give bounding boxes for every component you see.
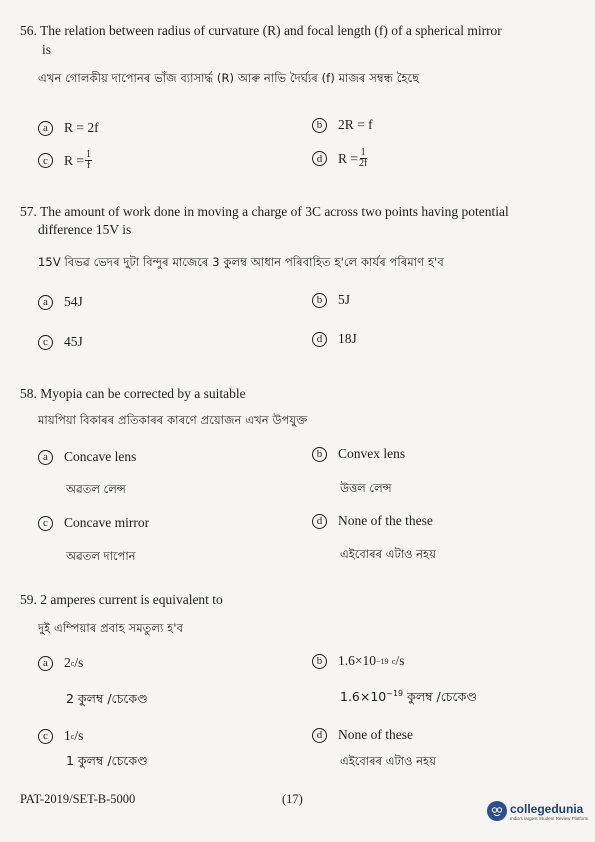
collegedunia-logo [487, 801, 588, 821]
option-b-badge: b [312, 654, 327, 669]
q56-option-a[interactable] [38, 120, 99, 136]
q59-option-a[interactable] [38, 655, 83, 671]
unit-denominator: /s [395, 653, 405, 668]
question-59-text: 59. 2 amperes current is equivalent to [20, 592, 223, 607]
q59-option-a-assamese: 2 কুলম্ব /চেকেণ্ড [66, 691, 148, 706]
option-c-badge: c [38, 729, 53, 744]
q58-option-b[interactable] [312, 446, 405, 462]
question-56-assamese: এখন গোলকীয় দাপোনৰ ভাঁজ ব্যাসাৰ্দ্ধ (R) আৰু নাভি দৈৰ্ঘ্যৰ (f) মাজৰ সম্বন্ধ হৈছে [38, 71, 420, 85]
option-a-badge: a [38, 295, 53, 310]
option-text: 2 [64, 655, 71, 670]
sub-suffix: কুলম্ব /চেকেণ্ড [403, 689, 477, 705]
option-text: Concave lens [64, 449, 137, 464]
q58-option-d-assamese: এইবোৰৰ এটাও নহয় [340, 547, 436, 561]
option-b-badge: b [312, 118, 327, 133]
question-59-assamese: দুই এম্পিয়াৰ প্ৰবাহ সমতুল্য হ'ব [38, 621, 184, 635]
q58-option-d[interactable] [312, 513, 433, 529]
fraction [359, 148, 367, 169]
option-d-badge: d [312, 728, 327, 743]
option-d-badge: d [312, 514, 327, 529]
option-c-badge: c [38, 335, 53, 350]
q57-option-d[interactable] [312, 331, 357, 347]
option-text: 18J [338, 331, 357, 346]
unit-denominator: /s [74, 655, 84, 670]
question-57-assamese: 15V বিভৱ ভেদৰ দুটা বিন্দুৰ মাজেৰে 3 কুলম্ব আধান পৰিবাহিত হ'লে কাৰ্যৰ পৰিমাণ হ'ব [38, 255, 444, 269]
option-a-badge: a [38, 656, 53, 671]
q58-option-c-assamese: অৱতল দাপোন [66, 549, 136, 563]
q57-option-c[interactable] [38, 334, 83, 350]
question-56-text: 56. The relation between radius of curvature (R) and focal length (f) of a spherical mirror [20, 23, 502, 38]
logo-tagline: India's largest Student Review Platform [510, 815, 589, 821]
fraction-numerator: 1 [360, 147, 366, 158]
option-text: R = [338, 150, 358, 166]
option-text: None of the these [338, 513, 433, 528]
sub-exponent: −19 [386, 689, 404, 698]
logo-name: collegedunia [510, 801, 584, 816]
q57-option-a[interactable] [38, 294, 83, 310]
fraction-denominator: 2f [359, 158, 368, 169]
q58-option-a[interactable] [38, 449, 136, 465]
question-57-text-cont: difference 15V is [38, 222, 132, 237]
option-text: 45J [64, 334, 83, 349]
fraction-denominator: f [86, 160, 91, 171]
q58-option-b-assamese: উত্তল লেন্স [340, 481, 392, 495]
exponent: −19 [376, 656, 389, 666]
option-c-badge: c [38, 153, 53, 168]
question-56-text-cont: is [42, 42, 52, 57]
q58-option-c[interactable] [38, 515, 149, 531]
unit-sup: c [70, 731, 75, 741]
option-d-badge: d [312, 151, 327, 166]
q59-option-c[interactable] [38, 728, 83, 744]
unit-denominator: /s [74, 728, 84, 743]
option-b-badge: b [312, 293, 327, 308]
question-58-text: 58. Myopia can be corrected by a suitable [20, 386, 246, 401]
q59-option-c-assamese: 1 কুলম্ব /চেকেণ্ড [66, 753, 148, 768]
q57-option-b[interactable] [312, 292, 350, 308]
option-a-badge: a [38, 450, 53, 465]
q59-option-b[interactable] [312, 653, 404, 669]
option-text: 2R = f [338, 117, 373, 132]
q59-option-d[interactable] [312, 727, 413, 743]
option-text: R = [64, 152, 84, 168]
q59-option-d-assamese: এইবোৰৰ এটাও নহয় [340, 754, 436, 768]
option-text: 5J [338, 292, 351, 307]
logo-face-icon [487, 801, 507, 821]
unit-sup: c [391, 656, 396, 666]
fraction-numerator: 1 [86, 149, 91, 160]
option-b-badge: b [312, 447, 327, 462]
option-d-badge: d [312, 332, 327, 347]
option-text: Concave mirror [64, 515, 150, 530]
option-text: None of these [338, 727, 413, 742]
q59-option-b-assamese [340, 689, 477, 709]
q58-option-a-assamese: অৱতল লেন্স [66, 482, 126, 496]
option-c-badge: c [38, 516, 53, 531]
option-text: 1.6×10 [338, 653, 376, 668]
fraction [85, 150, 92, 171]
option-text: 54J [64, 294, 83, 309]
question-58-assamese: মায়পিয়া বিকাৰৰ প্ৰতিকাৰৰ কাৰণে প্ৰয়োজন এখন উপযুক্ত [38, 413, 308, 427]
unit-sup: c [70, 658, 75, 668]
q56-option-c[interactable] [38, 150, 92, 171]
q56-option-b[interactable] [312, 117, 373, 133]
page-number: (17) [282, 792, 303, 806]
q56-option-d[interactable] [312, 148, 367, 169]
option-text: R = 2f [64, 120, 99, 135]
question-57-text: 57. The amount of work done in moving a charge of 3C across two points having potential [20, 204, 509, 219]
option-text: Convex lens [338, 446, 406, 461]
option-text: 1 [64, 728, 71, 743]
sub-prefix: 1.6×10 [340, 689, 387, 705]
paper-code: PAT-2019/SET-B-5000 [20, 792, 136, 806]
option-a-badge: a [38, 121, 53, 136]
